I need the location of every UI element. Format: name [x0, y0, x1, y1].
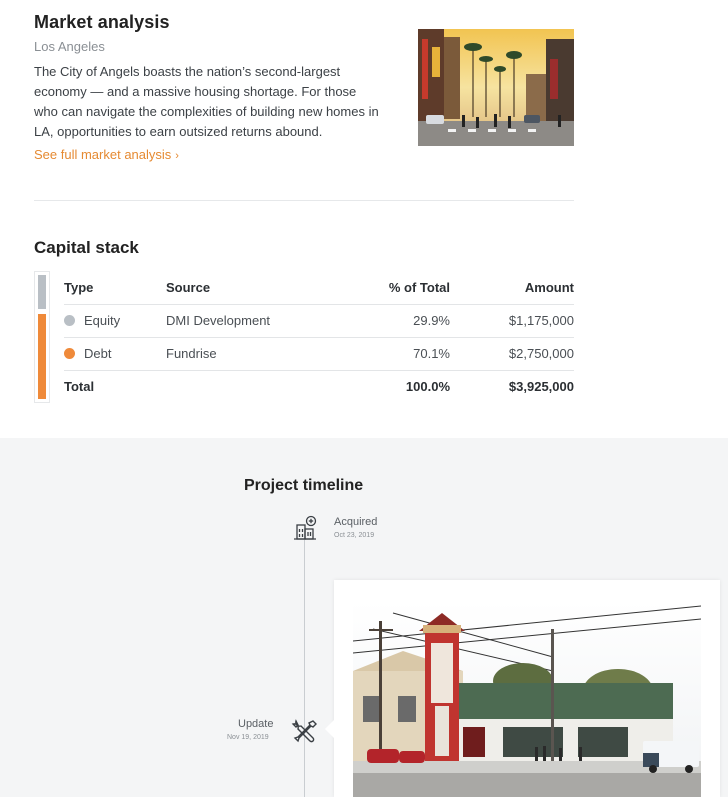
- header-pct: % of Total: [356, 272, 450, 304]
- type-label: Debt: [84, 346, 112, 361]
- debt-dot: [64, 348, 75, 359]
- total-label: Total: [64, 370, 166, 403]
- amount-cell: $2,750,000: [450, 337, 574, 370]
- table-row-total: [64, 370, 574, 403]
- capital-stack-title: Capital stack: [34, 238, 139, 257]
- card-pointer: [325, 720, 334, 738]
- equity-segment: [38, 275, 46, 309]
- type-label: Equity: [84, 313, 121, 328]
- chevron-right-icon: ›: [175, 150, 179, 162]
- source-cell: Fundrise: [166, 337, 356, 370]
- market-location: Los Angeles: [34, 39, 105, 54]
- market-description: The City of Angels boasts the nation’s second-largest economy — and a massive housing shortage. For those who can navigate the complexities of building new homes in LA, opportunities to earn outsized returns abound.: [34, 64, 379, 139]
- amount-cell: $1,175,000: [450, 304, 574, 337]
- market-analysis-section: [34, 12, 574, 162]
- capital-stack-section: [34, 238, 574, 395]
- total-pct: 100.0%: [356, 370, 450, 403]
- timeline-event-label: Acquired: [334, 516, 378, 528]
- building-plus-icon: [292, 515, 318, 546]
- total-amount: $3,925,000: [450, 370, 574, 403]
- market-analysis-title: Market analysis: [34, 12, 170, 32]
- header-amount: Amount: [450, 272, 574, 304]
- table-row-equity: [64, 304, 574, 337]
- header-source: Source: [166, 272, 356, 304]
- los-angeles-street-photo: [418, 29, 574, 146]
- header-type: Type: [64, 272, 166, 304]
- debt-segment: [38, 314, 46, 399]
- total-source-cell: [166, 370, 356, 403]
- type-cell: [64, 337, 166, 370]
- see-full-market-analysis-link[interactable]: [34, 147, 179, 162]
- section-divider: [34, 200, 574, 201]
- timeline-line: [304, 540, 305, 797]
- timeline-update-card[interactable]: [334, 580, 720, 797]
- table-header-row: [64, 272, 574, 304]
- type-cell: [64, 304, 166, 337]
- tools-icon: [291, 717, 319, 750]
- capital-stack-bar: [34, 271, 50, 403]
- timeline-event-date: Nov 19, 2019: [227, 734, 269, 741]
- pct-cell: 29.9%: [356, 304, 450, 337]
- pct-cell: 70.1%: [356, 337, 450, 370]
- source-cell: DMI Development: [166, 304, 356, 337]
- timeline-event-label: Update: [238, 718, 274, 730]
- market-link-label: See full market analysis: [34, 147, 172, 162]
- timeline-event-date: Oct 23, 2019: [334, 532, 375, 539]
- capital-stack-table: [64, 272, 574, 403]
- equity-dot: [64, 315, 75, 326]
- property-building-photo: [353, 601, 701, 797]
- project-timeline-title: Project timeline: [244, 477, 364, 494]
- table-row-debt: [64, 337, 574, 370]
